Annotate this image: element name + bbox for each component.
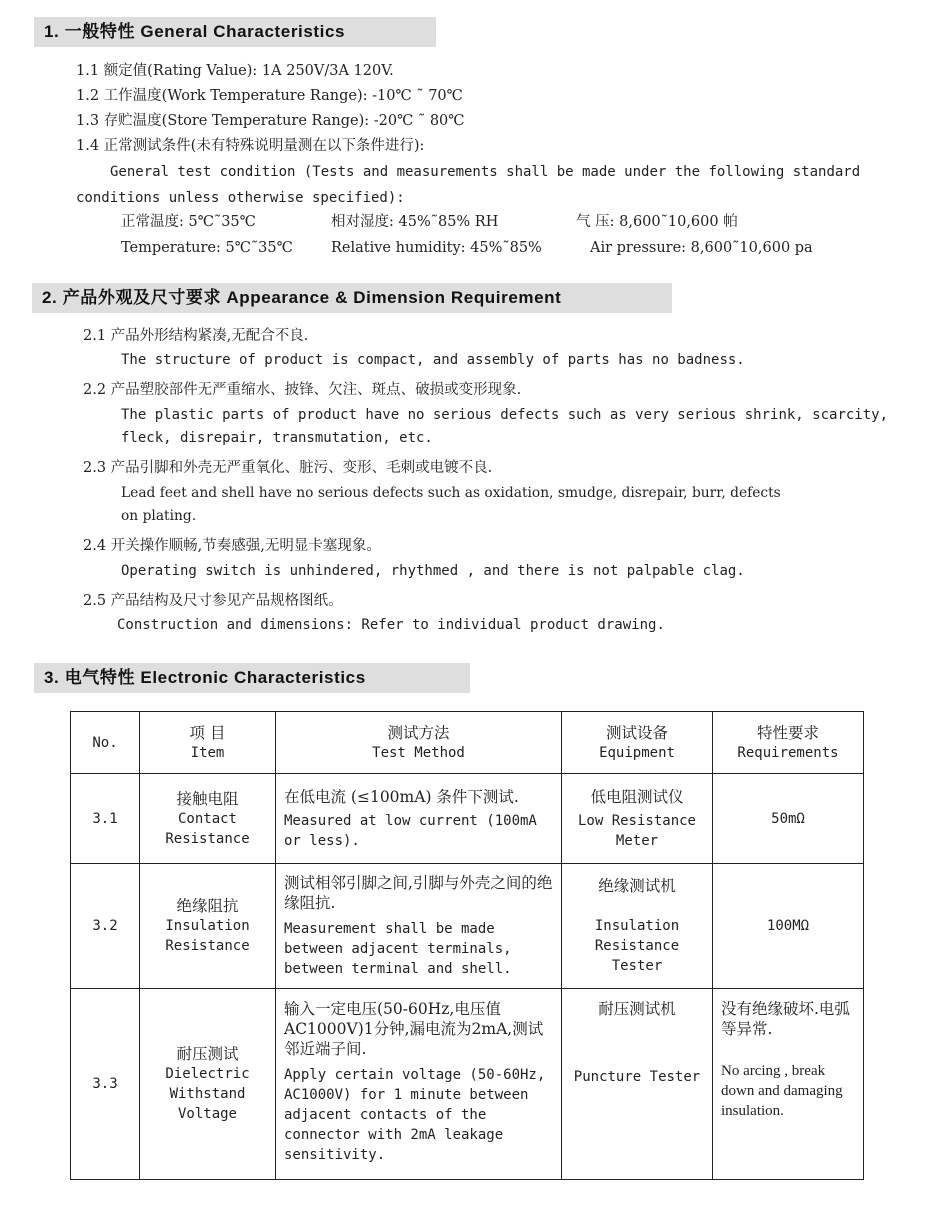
header-test-method: 测试方法 Test Method <box>276 712 562 774</box>
cond-en-temp: Temperature: 5℃˜35℃ <box>121 240 293 256</box>
table-row <box>71 989 864 1180</box>
row-test-method: 测试相邻引脚之间,引脚与外壳之间的绝缘阻抗. Measurement shall be made between adjacent terminals, between terminal and shell. <box>276 864 562 989</box>
section-3-heading: 3. 电气特性 Electronic Characteristics <box>34 663 470 693</box>
cond-zh-temp: 正常温度: 5℃˜35℃ <box>121 214 256 230</box>
item-2-1-en: The structure of product is compact, and assembly of parts has no badness. <box>121 352 745 368</box>
row-equipment: 低电阻测试仪 Low Resistance Meter <box>562 774 713 864</box>
row-test-method: 在低电流 (≤100mA) 条件下测试. Measured at low current (100mA or less). <box>276 774 562 864</box>
section-1-heading: 1. 一般特性 General Characteristics <box>34 17 436 47</box>
row-equipment: 绝缘测试机 Insulation Resistance Tester <box>562 864 713 989</box>
item-2-4-en: Operating switch is unhindered, rhythmed , and there is not palpable clag. <box>121 563 745 579</box>
row-no: 3.3 <box>71 989 140 1180</box>
item-2-2-en-2: fleck, disrepair, transmutation, etc. <box>121 430 433 446</box>
table-header-row <box>71 712 864 774</box>
row-test-method: 输入一定电压(50-60Hz,电压值AC1000V)1分钟,漏电流为2mA,测试邻近端子间. Apply certain voltage (50-60Hz, AC1000V) for 1 minute between adjacent contacts of the connector with 2mA leakage sensitivity. <box>276 989 562 1180</box>
row-item: 绝缘阻抗 Insulation Resistance <box>140 864 276 989</box>
row-equipment: 耐压测试机 Puncture Tester <box>562 989 713 1180</box>
cond-zh-pressure: 气 压: 8,600˜10,600 帕 <box>576 214 738 230</box>
header-equipment: 测试设备 Equipment <box>562 712 713 774</box>
header-item: 项 目 Item <box>140 712 276 774</box>
item-2-5-zh: 2.5 产品结构及尺寸参见产品规格图纸。 <box>83 593 343 609</box>
cond-zh-humidity: 相对湿度: 45%˜85% RH <box>331 214 499 230</box>
row-requirement: 没有绝缘破坏.电弧等异常. No arcing , break down and damaging insulation. <box>713 989 864 1180</box>
item-2-2-en-1: The plastic parts of product have no serious defects such as very serious shrink, scarcity, <box>121 407 889 423</box>
item-2-3-en-1: Lead feet and shell have no serious defects such as oxidation, smudge, disrepair, burr, defects <box>121 485 781 501</box>
table-row <box>71 864 864 989</box>
electrical-spec-table <box>70 711 864 1180</box>
item-2-3-zh: 2.3 产品引脚和外壳无严重氧化、脏污、变形、毛刺或电镀不良. <box>83 460 493 476</box>
row-requirement: 100MΩ <box>713 864 864 989</box>
row-no: 3.2 <box>71 864 140 989</box>
work-temp-line: 1.2 工作温度(Work Temperature Range): -10℃ ˜ 70℃ <box>76 88 463 104</box>
item-2-3-en-2: on plating. <box>121 508 197 524</box>
table-row <box>71 774 864 864</box>
header-no: No. <box>71 712 140 774</box>
row-no: 3.1 <box>71 774 140 864</box>
section-2-heading: 2. 产品外观及尺寸要求 Appearance & Dimension Requirement <box>32 283 672 313</box>
item-2-4-zh: 2.4 开关操作顺畅,节奏感强,无明显卡塞现象。 <box>83 538 381 554</box>
row-item: 接触电阻 Contact Resistance <box>140 774 276 864</box>
cond-en-humidity: Relative humidity: 45%˜85% <box>331 240 542 256</box>
item-2-1-zh: 2.1 产品外形结构紧凑,无配合不良. <box>83 328 309 344</box>
row-item: 耐压测试 Dielectric Withstand Voltage <box>140 989 276 1180</box>
rating-value-line: 1.1 额定值(Rating Value): 1A 250V/3A 120V. <box>76 63 394 79</box>
cond-en-pressure: Air pressure: 8,600˜10,600 pa <box>590 240 813 256</box>
general-condition-line-1: General test condition (Tests and measurements shall be made under the following standard <box>110 164 861 180</box>
item-2-5-en: Construction and dimensions: Refer to individual product drawing. <box>117 617 665 633</box>
row-requirement: 50mΩ <box>713 774 864 864</box>
store-temp-line: 1.3 存贮温度(Store Temperature Range): -20℃ ˜ 80℃ <box>76 113 465 129</box>
item-2-2-zh: 2.2 产品塑胶部件无严重缩水、披锋、欠注、斑点、破损或变形现象. <box>83 382 522 398</box>
header-requirements: 特性要求 Requirements <box>713 712 864 774</box>
general-condition-line-2: conditions unless otherwise specified): <box>76 190 405 206</box>
test-condition-line: 1.4 正常测试条件(未有特殊说明量测在以下条件进行): <box>76 138 425 154</box>
